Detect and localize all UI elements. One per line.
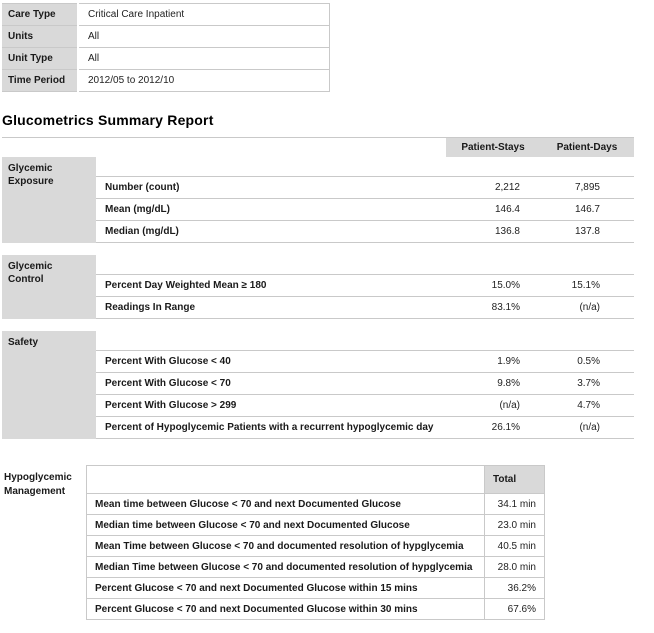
hypo-row-label: Median time between Glucose < 70 and next Documented Glucose xyxy=(87,515,485,536)
filter-value: All xyxy=(78,48,330,70)
metric-value-stays: (n/a) xyxy=(446,395,540,417)
section-spacer-cell xyxy=(96,331,634,351)
header-spacer xyxy=(96,138,446,157)
column-header-patient-days: Patient-Days xyxy=(540,138,634,157)
filter-row-care-type xyxy=(2,4,330,26)
section-spacer-cell xyxy=(96,157,634,177)
hypo-row-value: 36.2% xyxy=(485,578,545,599)
metric-value-days: 4.7% xyxy=(540,395,634,417)
section-label-glycemic-exposure: Glycemic Exposure xyxy=(2,157,96,243)
filter-row-units xyxy=(2,26,330,48)
column-header-total: Total xyxy=(485,466,545,494)
table-row xyxy=(2,351,634,373)
header-spacer xyxy=(2,138,96,157)
table-row xyxy=(2,177,634,199)
page-title: Glucometrics Summary Report xyxy=(2,112,214,128)
metric-value-stays: 9.8% xyxy=(446,373,540,395)
section-label-safety: Safety xyxy=(2,331,96,439)
metric-value-days: 137.8 xyxy=(540,221,634,243)
metric-value-stays: 1.9% xyxy=(446,351,540,373)
table-row xyxy=(87,578,545,599)
section-spacer-cell xyxy=(96,255,634,275)
metric-value-days: 3.7% xyxy=(540,373,634,395)
column-header-row xyxy=(2,138,634,157)
section-row xyxy=(2,331,634,351)
table-row xyxy=(2,221,634,243)
metric-label: Mean (mg/dL) xyxy=(96,199,446,221)
filter-value: All xyxy=(78,26,330,48)
section-row xyxy=(2,157,634,177)
hypo-row-value: 34.1 min xyxy=(485,494,545,515)
metric-value-days: 7,895 xyxy=(540,177,634,199)
hypo-row-label: Percent Glucose < 70 and next Documented Glucose within 15 mins xyxy=(87,578,485,599)
hypoglycemic-management-section xyxy=(2,465,634,620)
metric-value-stays: 26.1% xyxy=(446,417,540,439)
metric-label: Percent With Glucose < 40 xyxy=(96,351,446,373)
filter-row-time-period xyxy=(2,70,330,92)
filter-label: Time Period xyxy=(2,70,78,92)
hypo-row-label: Percent Glucose < 70 and next Documented Glucose within 30 mins xyxy=(87,599,485,620)
hypo-row-value: 40.5 min xyxy=(485,536,545,557)
metric-value-days: 146.7 xyxy=(540,199,634,221)
metric-value-stays: 83.1% xyxy=(446,297,540,319)
hypo-row-label: Mean Time between Glucose < 70 and documented resolution of hypglycemia xyxy=(87,536,485,557)
metric-label: Percent Day Weighted Mean ≥ 180 xyxy=(96,275,446,297)
metric-label: Percent With Glucose > 299 xyxy=(96,395,446,417)
metric-value-stays: 15.0% xyxy=(446,275,540,297)
table-row xyxy=(87,494,545,515)
filter-table xyxy=(2,3,330,92)
metric-label: Median (mg/dL) xyxy=(96,221,446,243)
metric-label: Number (count) xyxy=(96,177,446,199)
table-row xyxy=(87,536,545,557)
table-row xyxy=(2,395,634,417)
table-row xyxy=(87,599,545,620)
metric-value-days: 0.5% xyxy=(540,351,634,373)
hypoglycemic-table xyxy=(86,465,545,620)
filter-value: Critical Care Inpatient xyxy=(78,4,330,26)
table-row xyxy=(2,199,634,221)
metric-value-days: (n/a) xyxy=(540,297,634,319)
hypo-row-value: 23.0 min xyxy=(485,515,545,536)
hypo-row-label: Median Time between Glucose < 70 and documented resolution of hypglycemia xyxy=(87,557,485,578)
table-row xyxy=(2,373,634,395)
table-row xyxy=(2,417,634,439)
header-spacer xyxy=(87,466,485,494)
filter-label: Unit Type xyxy=(2,48,78,70)
filter-row-unit-type xyxy=(2,48,330,70)
summary-table xyxy=(2,137,634,439)
filter-label: Care Type xyxy=(2,4,78,26)
table-row xyxy=(87,557,545,578)
section-row xyxy=(2,255,634,275)
section-label-hypoglycemic-management: Hypoglycemic Management xyxy=(4,472,72,497)
metric-value-stays: 146.4 xyxy=(446,199,540,221)
metric-value-days: 15.1% xyxy=(540,275,634,297)
filter-label: Units xyxy=(2,26,78,48)
column-header-patient-stays: Patient-Stays xyxy=(446,138,540,157)
hypo-row-value: 28.0 min xyxy=(485,557,545,578)
metric-label: Percent of Hypoglycemic Patients with a recurrent hypoglycemic day xyxy=(96,417,446,439)
hypo-header-row xyxy=(87,466,545,494)
section-gap xyxy=(2,319,634,331)
table-row xyxy=(2,275,634,297)
filter-value: 2012/05 to 2012/10 xyxy=(78,70,330,92)
metric-label: Readings In Range xyxy=(96,297,446,319)
table-row xyxy=(2,297,634,319)
metric-value-stays: 2,212 xyxy=(446,177,540,199)
section-gap xyxy=(2,243,634,255)
metric-value-stays: 136.8 xyxy=(446,221,540,243)
hypo-row-label: Mean time between Glucose < 70 and next Documented Glucose xyxy=(87,494,485,515)
section-label-glycemic-control: Glycemic Control xyxy=(2,255,96,319)
hypo-row-value: 67.6% xyxy=(485,599,545,620)
metric-value-days: (n/a) xyxy=(540,417,634,439)
metric-label: Percent With Glucose < 70 xyxy=(96,373,446,395)
table-row xyxy=(87,515,545,536)
